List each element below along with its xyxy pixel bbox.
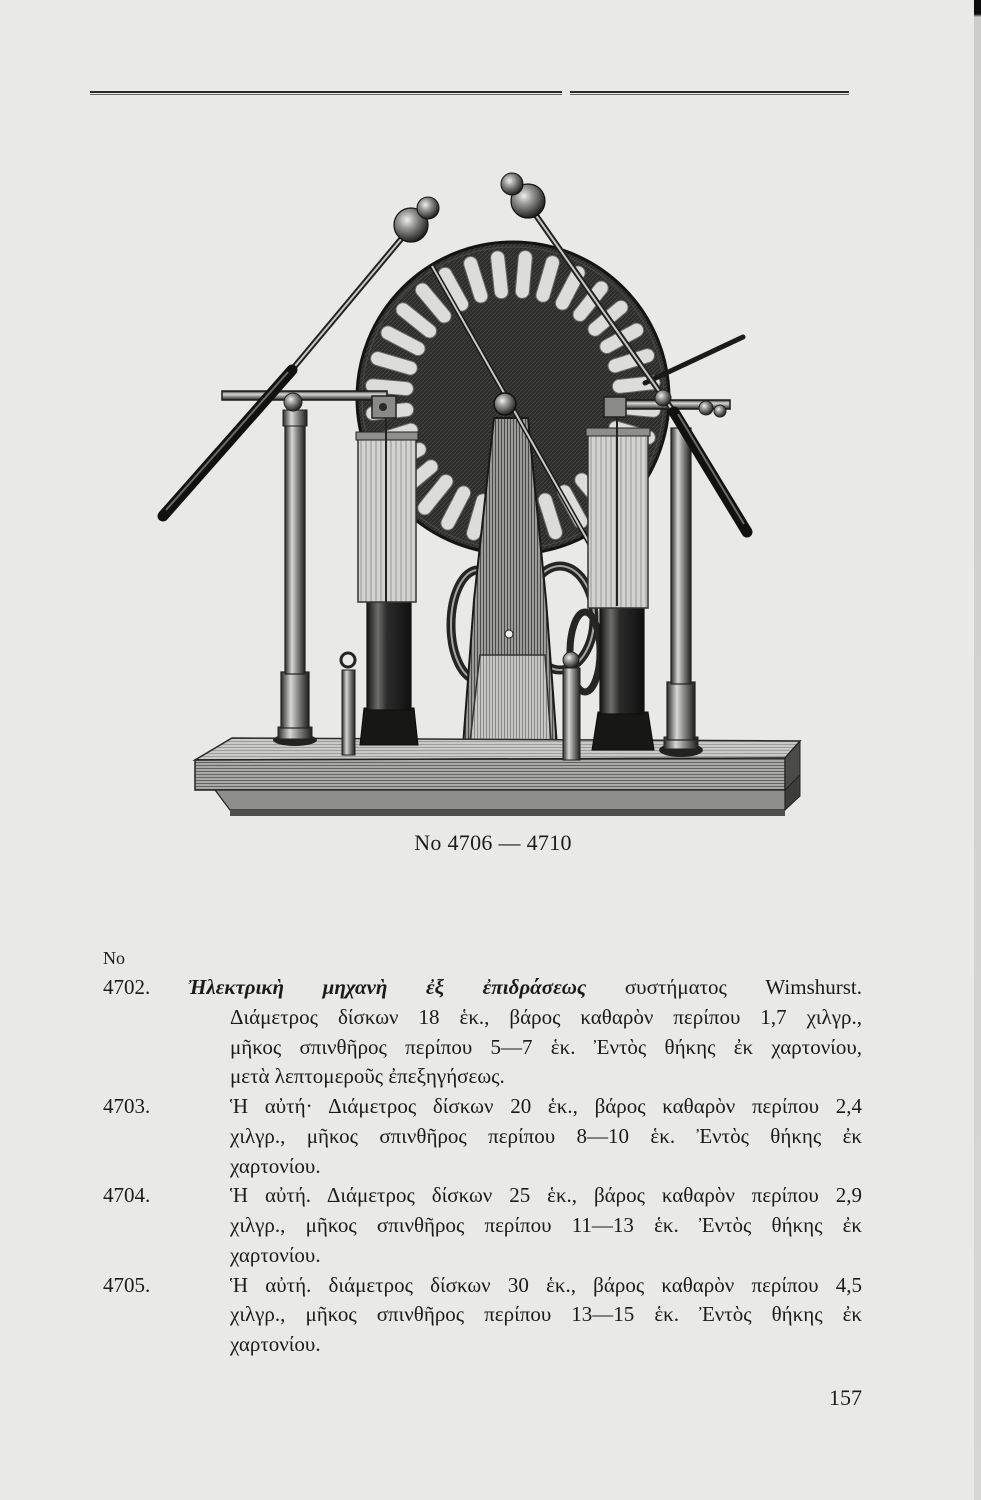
entry-line: Διάμετρος δίσκων 18 ἑκ., βάρος καθαρὸν περίπου 1,7 χιλγρ.,	[230, 1004, 862, 1029]
left-jar-coating	[367, 600, 411, 710]
page-number: 157	[829, 1385, 862, 1410]
right-joint-ball	[655, 390, 671, 406]
entry-line: χιλγρ., μῆκος σπινθῆρος περίπου 11—13 ἑκ. Ἐντὸς θήκης ἐκ	[230, 1213, 862, 1237]
right-terminal-knob	[563, 652, 579, 668]
base-front	[195, 758, 785, 790]
entry-line: μετὰ λεπτομεροῦς ἐπεξηγήσεως.	[230, 1064, 505, 1089]
right-discharge-ball-small	[501, 173, 523, 195]
catalog-entry	[103, 973, 862, 1092]
left-discharge-ball-small	[417, 197, 439, 219]
right-crossbar-clamp	[604, 397, 626, 417]
left-post-foot-ring	[278, 727, 312, 739]
base-shadow	[230, 810, 785, 816]
right-jar-coating	[600, 606, 644, 714]
right-terminal-ball-2	[714, 405, 726, 417]
left-post-collar	[281, 672, 309, 728]
base-plinth	[215, 790, 785, 810]
column-panel	[470, 655, 551, 742]
column-header: No	[103, 948, 125, 968]
entry-line: χαρτονίου.	[230, 1153, 321, 1178]
entry-line: Ἡ αὐτή. Διάμετρος δίσκων 25 ἑκ., βάρος καθαρὸν περίπου 2,9	[230, 1183, 862, 1208]
entry-number: 4704.	[103, 1183, 151, 1208]
entry-number: 4703.	[103, 1094, 151, 1118]
left-terminal-post	[342, 670, 355, 755]
entry-line: χιλγρ., μῆκος σπινθῆρος περίπου 8—10 ἑκ. Ἐντὸς θήκης ἐκ	[230, 1123, 862, 1148]
left-post-cap	[283, 410, 307, 426]
entry-line: μῆκος σπινθῆρος περίπου 5—7 ἑκ. Ἐντὸς θήκης ἐκ χαρτονίου,	[230, 1034, 862, 1059]
left-terminal-hook	[341, 653, 355, 667]
entry-line	[188, 973, 862, 1003]
entry-number: 4705.	[103, 1272, 151, 1297]
catalog-entry	[103, 1181, 862, 1270]
wooden-base	[195, 738, 800, 816]
entry-line: Ἡ αὐτή. διάμετρος δίσκων 30 ἑκ., βάρος καθαρὸν περίπου 4,5	[230, 1272, 862, 1297]
right-terminal-post	[563, 668, 580, 760]
entry-title-rest: συστήματος Wimshurst.	[624, 975, 862, 999]
entry-line: χαρτονίου.	[230, 1332, 321, 1356]
column-bolt	[505, 630, 513, 638]
left-post-rod	[285, 424, 305, 674]
right-jar-base	[592, 712, 654, 750]
catalog-entry	[103, 1271, 862, 1360]
figure-caption: No 4706 — 4710	[414, 830, 572, 855]
entry-title: Ἠλεκτρικὴ μηχανὴ ἐξ ἐπιδράσεως	[188, 975, 587, 999]
right-conductor-post	[659, 428, 703, 757]
left-conductor-post	[273, 410, 317, 746]
catalog-entry	[103, 1092, 862, 1181]
disk-hub	[494, 393, 516, 415]
right-post-rod	[671, 428, 691, 684]
catalog-entries	[103, 973, 862, 1360]
left-leyden-jar	[356, 418, 418, 745]
entry-line: χιλγρ., μῆκος σπινθῆρος περίπου 13—15 ἑκ. Ἐντὸς θήκης ἐκ	[230, 1302, 862, 1327]
right-leyden-jar	[586, 410, 654, 750]
right-post-collar	[667, 682, 695, 740]
entry-line: χαρτονίου.	[230, 1242, 321, 1267]
left-clamp-bolt	[379, 403, 387, 411]
right-terminal-ball-1	[699, 401, 713, 415]
entry-line: Ἡ αὐτή· Διάμετρος δίσκων 20 ἑκ., βάρος καθαρὸν περίπου 2,4	[230, 1094, 862, 1118]
left-joint-ball	[284, 393, 302, 411]
left-crossbar	[222, 391, 387, 400]
left-jar-base	[360, 708, 418, 745]
entry-number: 4702.	[103, 975, 151, 999]
